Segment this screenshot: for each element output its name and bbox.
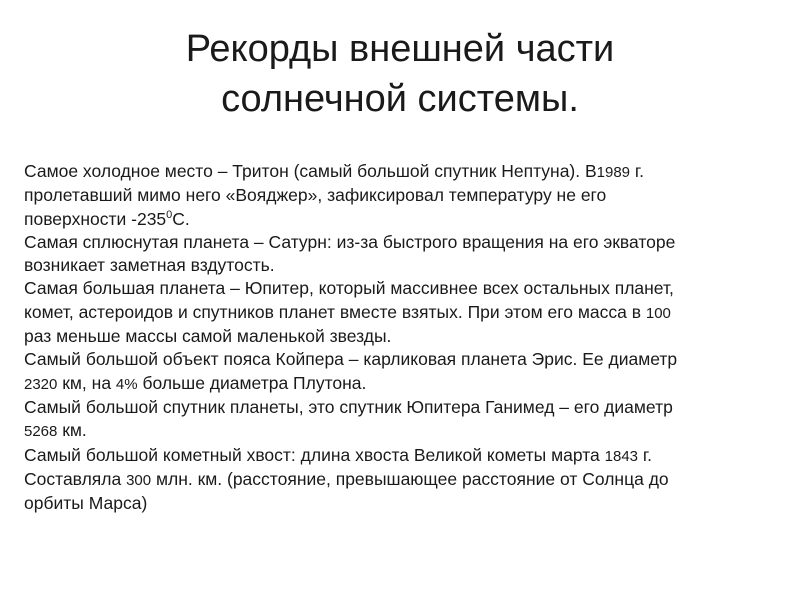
paragraph-saturn: [24, 231, 784, 278]
paragraph-triton: [24, 160, 784, 231]
paragraph-jupiter: [24, 277, 784, 348]
slide-body: [24, 160, 784, 515]
text-line: Самый большой объект пояса Койпера – карликовая планета Эрис. Ее диаметр: [24, 349, 678, 370]
text-line: пролетавший мимо него «Вояджер», зафиксировал температуру не его: [24, 185, 607, 206]
text-line: Самый большой спутник планеты, это спутник Юпитера Ганимед – его диаметр: [24, 396, 673, 417]
slide-title: [0, 24, 800, 124]
paragraph-eris: [24, 348, 784, 396]
title-line-2: солнечной системы.: [221, 78, 579, 120]
title-line-1: Рекорды внешней части: [185, 28, 615, 70]
text-line: 2320 км, на 4% больше диаметра Плутона.: [24, 372, 367, 393]
text-line: орбиты Марса): [24, 493, 148, 514]
text-line: 5268 км.: [24, 420, 87, 441]
text-line: Самое холодное место – Тритон (самый большой спутник Нептуна). В1989 г.: [24, 161, 645, 181]
text-line: Самый большой кометный хвост: длина хвоста Великой кометы марта 1843 г.: [24, 444, 653, 465]
paragraph-ganymede: [24, 396, 784, 444]
text-line: раз меньше массы самой маленькой звезды.: [24, 326, 392, 347]
text-line: комет, астероидов и спутников планет вместе взятых. При этом его масса в 100: [24, 301, 671, 322]
text-line: возникает заметная вздутость.: [24, 255, 275, 276]
text-line: Самая сплюснутая планета – Сатурн: из-за быстрого вращения на его экваторе: [24, 231, 676, 252]
text-line: Составляла 300 млн. км. (расстояние, превышающее расстояние от Солнца до: [24, 468, 669, 489]
degree-superscript: 0: [166, 208, 173, 221]
text-line: поверхности $-235^0С$.: [24, 208, 190, 229]
paragraph-comet: [24, 444, 784, 516]
text-line: Самая большая планета – Юпитер, который массивнее всех остальных планет,: [24, 278, 674, 299]
